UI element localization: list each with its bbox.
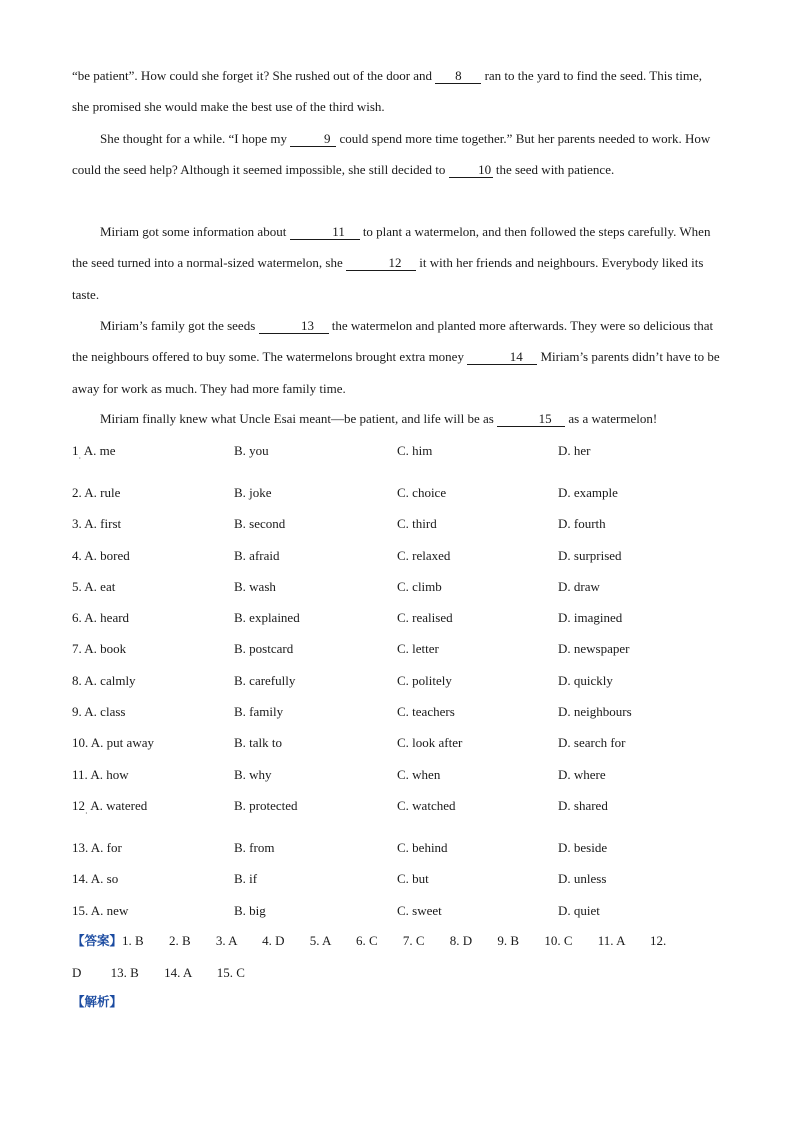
option-b: B. second	[234, 516, 286, 532]
option-c: C. politely	[397, 672, 452, 688]
option-b: B. postcard	[234, 641, 294, 657]
answer-key	[72, 925, 732, 988]
option-d: D. surprised	[558, 547, 622, 563]
option-d: D. newspaper	[558, 641, 630, 657]
option-a: A. how	[90, 766, 129, 782]
option-a: A. first	[84, 516, 122, 532]
option-a: A. put away	[90, 735, 154, 751]
answer-item: 3. A	[215, 933, 237, 948]
option-b: B. afraid	[234, 547, 280, 563]
blank-9: 9	[290, 131, 336, 147]
option-c: C. him	[397, 443, 433, 458]
option-row-11	[72, 762, 732, 793]
option-c: C. realised	[397, 610, 453, 626]
option-row-5	[72, 574, 732, 605]
option-c: C. teachers	[397, 704, 455, 720]
option-row-10	[72, 730, 732, 761]
option-row-2	[72, 480, 732, 511]
question-number: 11.	[72, 766, 88, 782]
question-number: 14.	[72, 871, 89, 887]
blank-14: 14	[467, 349, 537, 365]
blank-11: 11	[290, 224, 360, 240]
option-d: D. shared	[558, 797, 608, 813]
option-c: C. watched	[397, 797, 456, 813]
question-number: 4.	[72, 547, 82, 563]
option-d: D. quiet	[558, 902, 600, 918]
analysis-tag: 【解析】	[72, 994, 123, 1009]
option-d: D. fourth	[558, 516, 606, 532]
option-b: B. wash	[234, 578, 276, 594]
option-b: B. you	[234, 443, 269, 458]
answer-item: 15. C	[216, 964, 245, 980]
passage-paragraph-4: Miriam’s family got the seeds 13 the watermelon and planted more afterwards. They were so delicious that the neighbours offered to buy some. The watermelons brought extra money 14 Miriam’s parents didn’t have to be away for work as much. They had more family time.	[72, 318, 720, 396]
options-list	[72, 438, 732, 929]
option-row-1	[72, 438, 732, 480]
passage-paragraph-1: “be patient”. How could she forget it? She rushed out of the door and 8 ran to the yard to find the seed. This time, she promised she would make the best use of the third wish.	[72, 68, 703, 115]
answer-item: 11. A	[597, 933, 625, 948]
question-number: 8.	[72, 672, 82, 688]
option-b: B. carefully	[234, 672, 296, 688]
answer-item: 14. A	[164, 964, 192, 980]
option-a: A. bored	[84, 547, 130, 563]
question-number: 6.	[72, 610, 82, 626]
answer-item: 2. B	[168, 933, 191, 948]
blank-12: 12	[346, 255, 416, 271]
question-number: 1	[72, 443, 79, 458]
option-d: D. quickly	[558, 672, 613, 688]
question-number: 9.	[72, 704, 82, 720]
option-d: D. draw	[558, 578, 600, 594]
option-row-12	[72, 793, 732, 835]
option-c: C. relaxed	[397, 547, 451, 563]
question-number: 15.	[72, 902, 89, 918]
blank-15: 15	[497, 411, 565, 427]
option-c: C. when	[397, 766, 441, 782]
stray-dot: ·	[85, 808, 88, 818]
answer-item: 8. D	[449, 933, 473, 948]
question-number: 10.	[72, 735, 89, 751]
option-d: D. unless	[558, 871, 607, 887]
answer-item: 5. A	[309, 933, 331, 948]
option-row-14	[72, 866, 732, 897]
option-row-9	[72, 699, 732, 730]
passage-paragraph-5: Miriam finally knew what Uncle Esai meant—be patient, and life will be as 15 as a watermelon!	[100, 411, 658, 426]
answer-tag: 【答案】	[72, 933, 123, 948]
question-number: 13.	[72, 839, 89, 855]
option-row-3	[72, 511, 732, 542]
question-number: 5.	[72, 578, 82, 594]
option-b: B. family	[234, 704, 284, 720]
option-a: A. rule	[84, 485, 121, 500]
option-a: A. calmly	[84, 672, 136, 688]
answer-item: 12.	[650, 933, 667, 948]
analysis-heading	[72, 992, 122, 1010]
option-d: D. beside	[558, 839, 608, 855]
option-d: D. example	[558, 485, 618, 500]
option-a: A. heard	[84, 610, 130, 626]
option-b: B. explained	[234, 610, 300, 626]
answer-item: 6. C	[355, 933, 378, 948]
answer-item: 7. C	[402, 933, 425, 948]
option-c: C. sweet	[397, 902, 442, 918]
passage-paragraph-2: She thought for a while. “I hope my 9 could spend more time together.” But her parents needed to work. How could the seed help? Although it seemed impossible, she still decided to 10 the seed with patience.	[72, 131, 711, 178]
answer-item: 13. B	[110, 964, 139, 980]
option-c: C. choice	[397, 485, 447, 500]
option-b: B. from	[234, 839, 275, 855]
option-a: A. for	[90, 839, 122, 855]
question-number: 12	[72, 797, 85, 813]
answer-item: 4. D	[262, 933, 285, 948]
option-b: B. big	[234, 902, 266, 918]
option-a: A. class	[84, 704, 126, 720]
option-a: A. watered	[90, 797, 148, 813]
option-c: C. climb	[397, 578, 442, 594]
option-b: B. protected	[234, 797, 298, 813]
option-d: D. imagined	[558, 610, 623, 626]
option-b: B. why	[234, 766, 272, 782]
answer-item: D	[72, 964, 82, 980]
option-d: D. neighbours	[558, 704, 632, 720]
option-a: A. so	[90, 871, 119, 887]
answer-item: 9. B	[497, 933, 520, 948]
option-d: D. her	[558, 443, 591, 458]
option-b: B. joke	[234, 485, 272, 500]
option-c: C. look after	[397, 735, 463, 751]
blank-13: 13	[259, 318, 329, 334]
passage-paragraph-3: Miriam got some information about 11 to plant a watermelon, and then followed the steps carefully. When the seed turned into a normal-sized watermelon, she 12 it with her friends and neighbours. Everybody liked its taste.	[72, 224, 711, 302]
blank-10: 10	[449, 162, 493, 178]
option-a: A. me	[83, 443, 116, 458]
stray-dot: ·	[78, 454, 82, 463]
option-c: C. third	[397, 516, 437, 532]
option-a: A. new	[90, 902, 129, 918]
option-row-7	[72, 636, 732, 667]
option-d: D. where	[558, 766, 606, 782]
option-a: A. eat	[84, 578, 116, 594]
option-row-13	[72, 835, 732, 866]
option-c: C. letter	[397, 641, 439, 657]
option-row-8	[72, 668, 732, 699]
option-row-6	[72, 605, 732, 636]
option-c: C. behind	[397, 839, 448, 855]
option-d: D. search for	[558, 735, 626, 751]
question-number: 7.	[72, 641, 82, 657]
answer-item: 10. C	[544, 933, 573, 948]
blank-8: 8	[435, 68, 481, 84]
option-b: B. talk to	[234, 735, 283, 751]
option-b: B. if	[234, 871, 258, 887]
option-c: C. but	[397, 871, 429, 887]
option-row-4	[72, 543, 732, 574]
question-number: 3.	[72, 516, 82, 532]
option-a: A. book	[84, 641, 127, 657]
answer-item: 1. B	[122, 933, 144, 948]
question-number: 2.	[72, 485, 82, 500]
